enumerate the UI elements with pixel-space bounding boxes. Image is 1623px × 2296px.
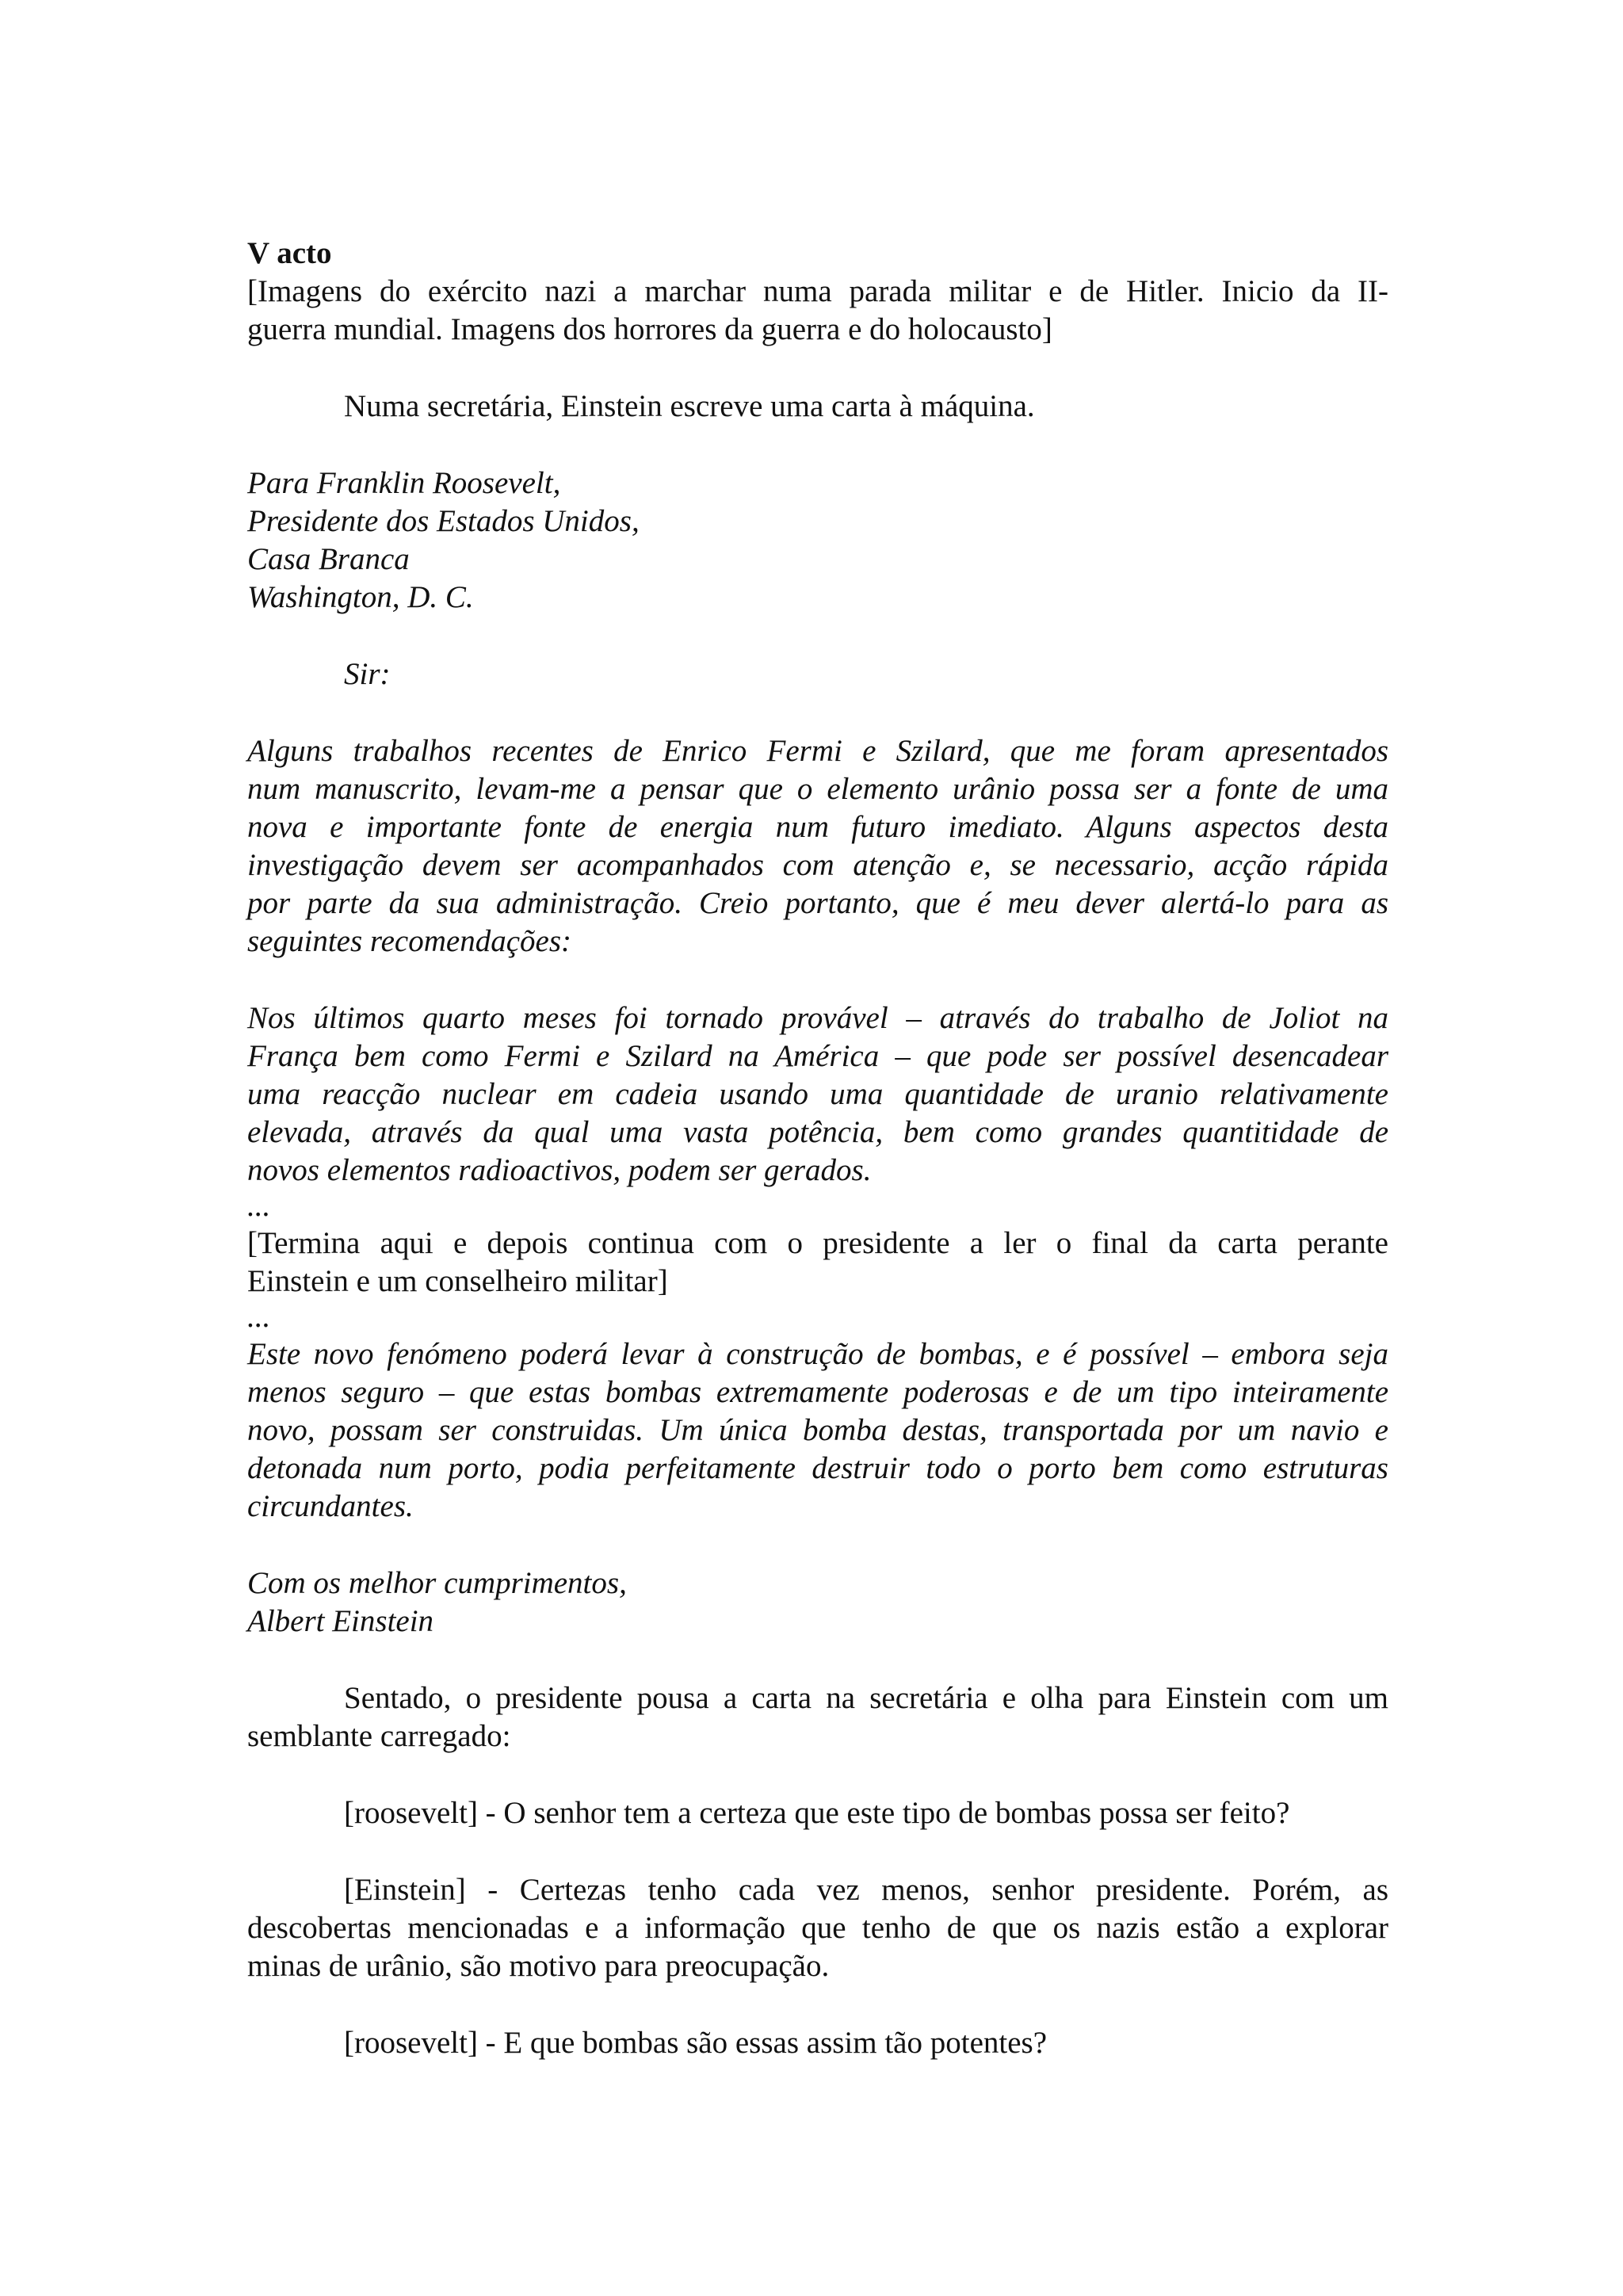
- stage-intro-line: guerra mundial. Imagens dos horrores da guerra e do holocausto]: [247, 312, 1052, 346]
- letter-address-line: Presidente dos Estados Unidos,: [247, 504, 640, 538]
- stage-note-line: Einstein e um conselheiro militar]: [247, 1264, 668, 1298]
- letter-paragraph-line: elevada, através da qual uma vasta potência, bem como grandes quantitidade de: [247, 1115, 1388, 1149]
- letter-paragraph-line: novos elementos radioactivos, podem ser gerados.: [247, 1153, 872, 1187]
- letter-paragraph-line: uma reacção nuclear em cadeia usando uma quantidade de uranio relativamente: [247, 1077, 1388, 1111]
- letter-closing: Com os melhor cumprimentos,: [247, 1566, 627, 1600]
- dialogue-einstein-line: minas de urânio, são motivo para preocupação.: [247, 1949, 830, 1983]
- dialogue-einstein-line: descobertas mencionadas e a informação que tenho de que os nazis estão a explorar: [247, 1911, 1388, 1945]
- letter-paragraph-line: Nos últimos quarto meses foi tornado provável – através do trabalho de Joliot na: [247, 1001, 1388, 1035]
- stage-note-line: [Termina aqui e depois continua com o presidente a ler o final da carta perante: [247, 1226, 1388, 1260]
- ellipsis: ...: [247, 1300, 271, 1334]
- letter-paragraph-line: detonada num porto, podia perfeitamente destruir todo o porto bem como estruturas: [247, 1451, 1388, 1485]
- letter-paragraph-line: Este novo fenómeno poderá levar à construção de bombas, e é possível – embora seja: [247, 1337, 1388, 1371]
- letter-paragraph-line: França bem como Fermi e Szilard na América – que pode ser possível desencadear: [247, 1039, 1388, 1073]
- ellipsis: ...: [247, 1189, 271, 1223]
- letter-paragraph-line: investigação devem ser acompanhados com atenção e, se necessario, acção rápida: [247, 848, 1388, 882]
- letter-paragraph-line: novo, possam ser construidas. Um única bomba destas, transportada por um navio e: [247, 1413, 1388, 1447]
- dialogue-roosevelt: [roosevelt] - E que bombas são essas assim tão potentes?: [344, 2026, 1048, 2060]
- dialogue-roosevelt: [roosevelt] - O senhor tem a certeza que este tipo de bombas possa ser feito?: [344, 1796, 1290, 1830]
- letter-paragraph-line: seguintes recomendações:: [247, 924, 572, 958]
- letter-paragraph-line: por parte da sua administração. Creio portanto, que é meu dever alertá-lo para as: [247, 886, 1388, 920]
- letter-address-line: Casa Branca: [247, 542, 410, 576]
- dialogue-einstein-line: [Einstein] - Certezas tenho cada vez menos, senhor presidente. Porém, as: [344, 1873, 1388, 1907]
- letter-paragraph-line: num manuscrito, levam-me a pensar que o elemento urânio possa ser a fonte de uma: [247, 772, 1388, 806]
- letter-paragraph-line: nova e importante fonte de energia num futuro imediato. Alguns aspectos desta: [247, 810, 1388, 844]
- scene-president-line: semblante carregado:: [247, 1719, 511, 1753]
- act-title: V acto: [247, 236, 332, 270]
- stage-intro-line: [Imagens do exército nazi a marchar numa parada militar e de Hitler. Inicio da II-: [247, 274, 1388, 308]
- letter-paragraph-line: Alguns trabalhos recentes de Enrico Fermi e Szilard, que me foram apresentados: [247, 734, 1388, 768]
- scene-president-line: Sentado, o presidente pousa a carta na secretária e olha para Einstein com um: [344, 1681, 1388, 1715]
- typing-scene-text: Numa secretária, Einstein escreve uma carta à máquina.: [344, 389, 1035, 423]
- letter-paragraph-line: menos seguro – que estas bombas extremamente poderosas e de um tipo inteiramente: [247, 1375, 1388, 1409]
- letter-salutation: Sir:: [344, 657, 391, 691]
- letter-address-line: Para Franklin Roosevelt,: [247, 466, 561, 500]
- letter-address-line: Washington, D. C.: [247, 580, 474, 614]
- letter-signature: Albert Einstein: [247, 1604, 434, 1638]
- letter-paragraph-line: circundantes.: [247, 1489, 414, 1523]
